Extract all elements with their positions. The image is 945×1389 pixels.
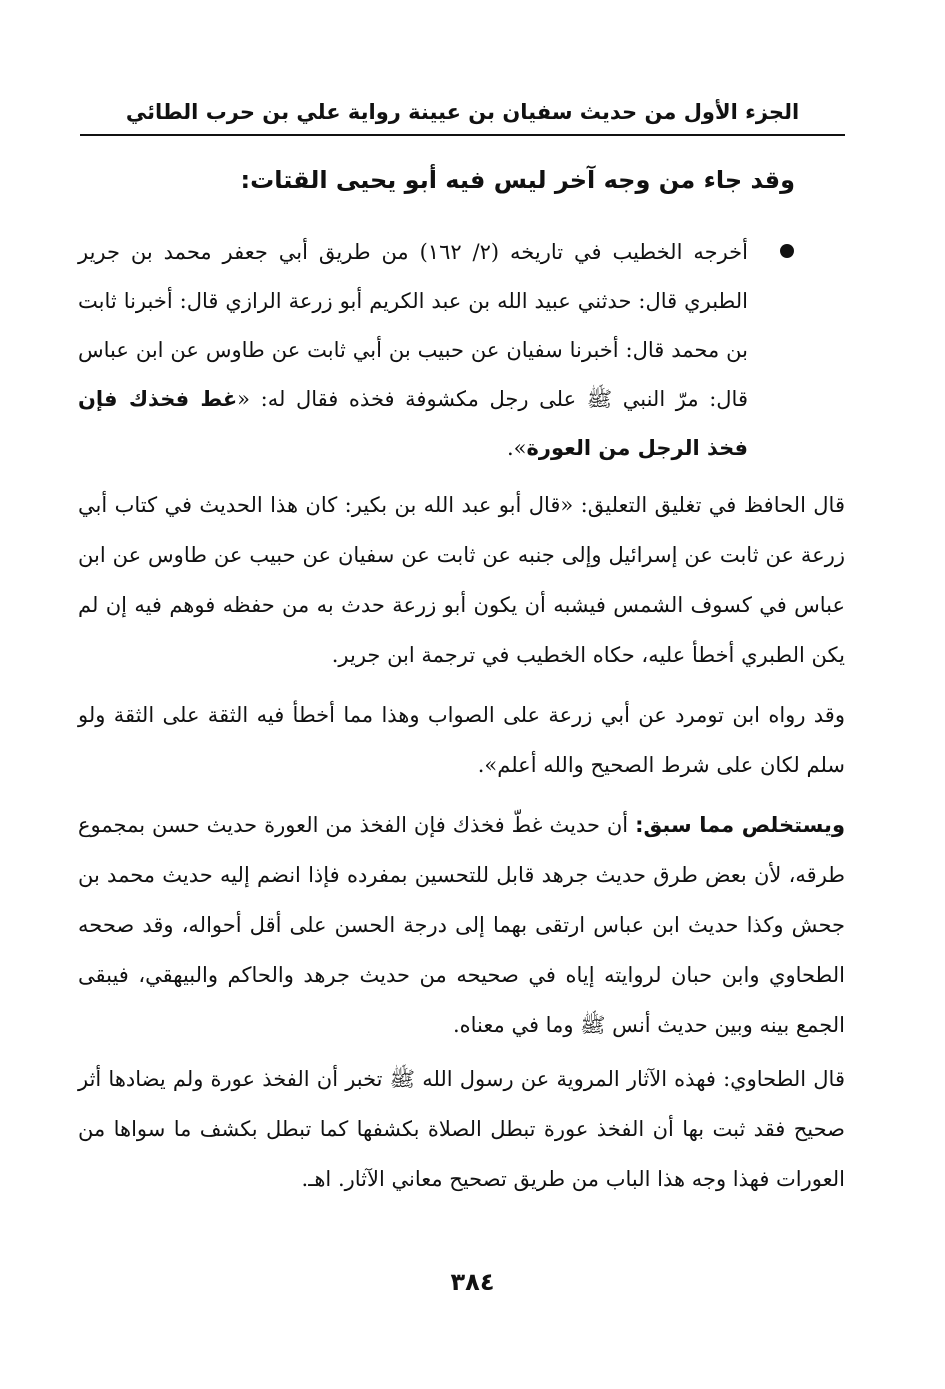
bullet-dot-icon bbox=[780, 244, 794, 258]
paragraph-tahawi: قال الطحاوي: فهذه الآثار المروية عن رسول الله ﷺ تخبر أن الفخذ عورة ولم يضادها أثر صحيح فقد ثبت بها أن الفخذ عورة تبطل الصلاة بكشفها كما تبطل بكشف ما سواها من العورات فهذا وجه هذا الباب من طريق تصحيح معاني الآثار. اهـ. bbox=[78, 1067, 845, 1191]
bullet-tail: ». bbox=[507, 436, 527, 460]
bold-hadith-quote: غط فخذك فإن فخذ الرجل من العورة bbox=[78, 387, 748, 460]
paragraph-conclusion bbox=[78, 800, 845, 1050]
section-heading: وقد جاء من وجه آخر ليس فيه أبو يحيى القتات: bbox=[240, 166, 795, 194]
header-rule bbox=[80, 134, 845, 136]
paragraph-hafiz: قال الحافظ في تغليق التعليق: «قال أبو عبد الله بن بكير: كان هذا الحديث في كتاب أبي زرعة عن ثابت عن إسرائيل وإلى جنبه عن ثابت عن سفيان عن حبيب عن طاوس عن ابن عباس في كسوف الشمس فيشبه أن يكون أبو زرعة حدث به من حفظه فوهم فيه إن لم يكن الطبري أخطأ عليه، حكاه الخطيب في ترجمة ابن جرير. bbox=[78, 493, 845, 667]
running-header: الجزء الأول من حديث سفيان بن عيينة رواية علي بن حرب الطائي bbox=[125, 100, 800, 124]
paragraph-ibn-tumard: وقد رواه ابن تومرد عن أبي زرعة على الصواب وهذا مما أخطأ فيه الثقة على الثقة ولو سلم لكان على شرط الصحيح والله أعلم». bbox=[78, 703, 845, 777]
bullet-paragraph bbox=[78, 228, 748, 473]
conclusion-text: أن حديث غطّ فخذك فإن الفخذ من العورة حديث حسن بمجموع طرقه، لأن بعض طرق حديث جرهد قابل للتحسين بمفرده فإذا انضم إليه حديث محمد بن جحش وكذا حديث ابن عباس ارتقى بهما إلى درجة الحسن على أقل أحواله، وقد صححه الطحاوي وابن حبان لروايته إياه في صحيحه من حديث جرهد والحاكم والبيهقي، فيبقى الجمع بينه وبين حديث أنس ﷺ وما في معناه. bbox=[78, 813, 845, 1037]
page-number: ٣٨٤ bbox=[450, 1268, 495, 1296]
bullet-text: أخرجه الخطيب في تاريخه (٢/ ١٦٢) من طريق أبي جعفر محمد بن جرير الطبري قال: حدثني عبيد الله بن عبد الكريم أبو زرعة الرازي قال: أخبرنا ثابت بن محمد قال: أخبرنا سفيان عن حبيب بن أبي ثابت عن طاوس عن ابن عباس قال: مرّ النبي ﷺ على رجل مكشوفة فخذه فقال له: « bbox=[78, 240, 748, 411]
conclusion-lead: ويستخلص مما سبق: bbox=[635, 813, 845, 837]
